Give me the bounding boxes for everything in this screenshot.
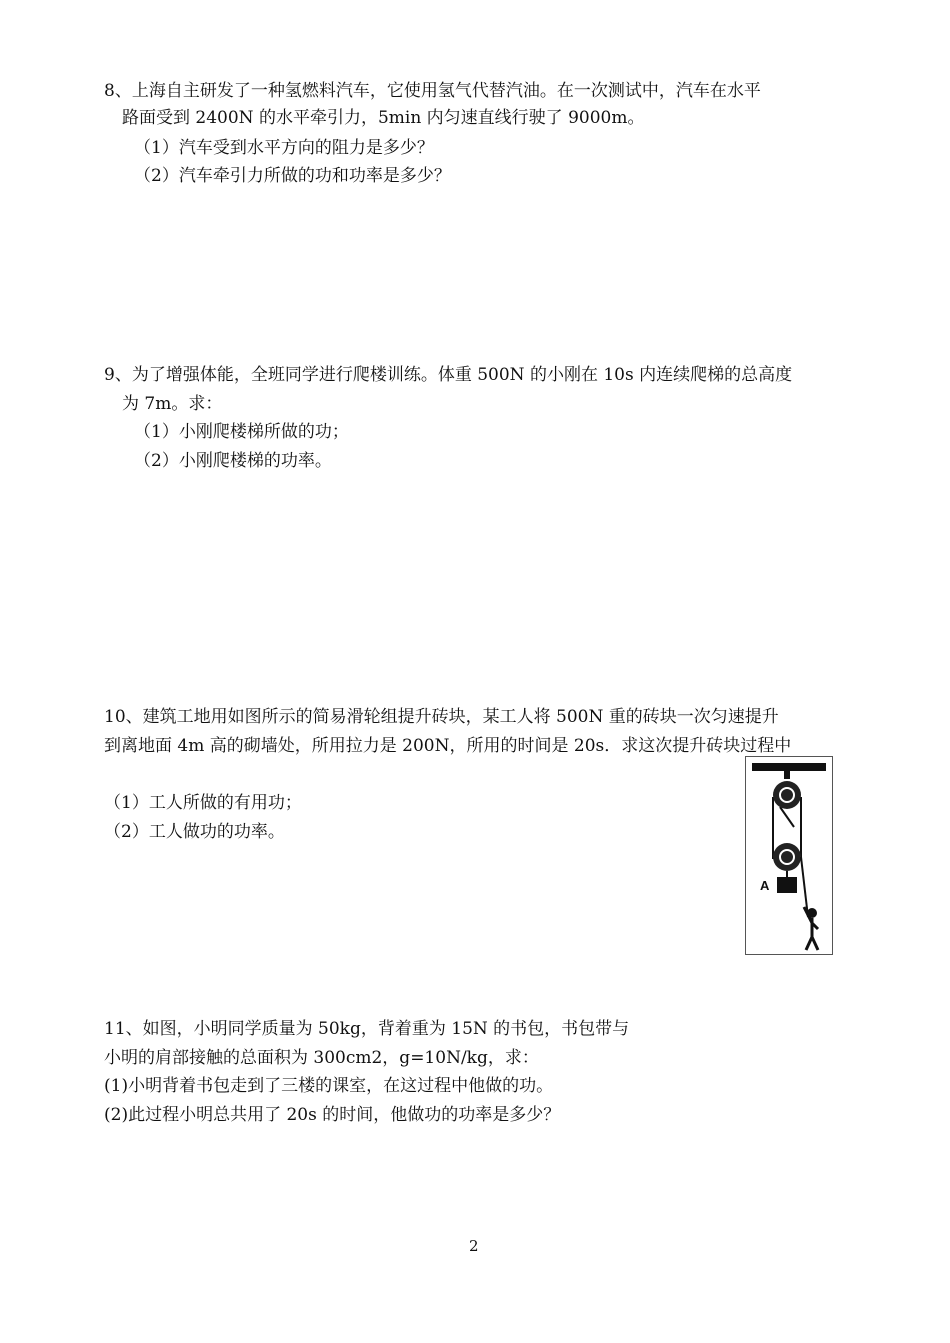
q9-text-line-2: 为 7m。求： [122,394,223,414]
q10-text-line-2: 到离地面 4m 高的砌墙处，所用拉力是 200N，所用的时间是 20s．求这次提升砖块过程中 [104,736,792,756]
q8-text-line-1: 8、上海自主研发了一种氢燃料汽车，它使用氢气代替汽油。在一次测试中，汽车在水平 [104,81,761,101]
q11-text-line-1: 11、如图，小明同学质量为 50kg，背着重为 15N 的书包，书包带与 [104,1019,630,1039]
pulley-diagram [746,757,832,954]
q8-subquestion-1: （1）汽车受到水平方向的阻力是多少？ [134,138,434,158]
q8-text-line-2: 路面受到 2400N 的水平牵引力，5min 内匀速直线行驶了 9000m。 [122,108,645,128]
q11-text-line-2: 小明的肩部接触的总面积为 300cm2，g=10N/kg，求： [104,1048,539,1068]
q9-subquestion-1: （1）小刚爬楼梯所做的功； [134,422,349,442]
page-number: 2 [469,1237,479,1255]
q11-subquestion-1: (1)小明背着书包走到了三楼的课室，在这过程中他做的功。 [104,1076,554,1096]
q10-subquestion-1: （1）工人所做的有用功； [104,793,302,813]
rope-middle [780,807,794,827]
ceiling-beam [752,763,826,771]
q10-subquestion-2: （2）工人做功的功率。 [104,822,285,842]
q10-text-line-1: 10、建筑工地用如图所示的简易滑轮组提升砖块，某工人将 500N 重的砖块一次匀速提升 [104,707,779,727]
load-label: A [760,878,770,893]
q11-subquestion-2: (2)此过程小明总共用了 20s 的时间，他做功的功率是多少？ [104,1105,561,1125]
q8-subquestion-2: （2）汽车牵引力所做的功和功率是多少？ [134,166,451,186]
pulley-system-figure [745,756,833,955]
q9-text-line-1: 9、为了增强体能，全班同学进行爬楼训练。体重 500N 的小刚在 10s 内连续爬梯的总高度 [104,365,793,385]
q9-subquestion-2: （2）小刚爬楼梯的功率。 [134,451,332,471]
pulley-hanger [784,771,790,779]
movable-pulley [773,843,801,871]
fixed-pulley [773,781,801,809]
brick-load [777,877,797,893]
